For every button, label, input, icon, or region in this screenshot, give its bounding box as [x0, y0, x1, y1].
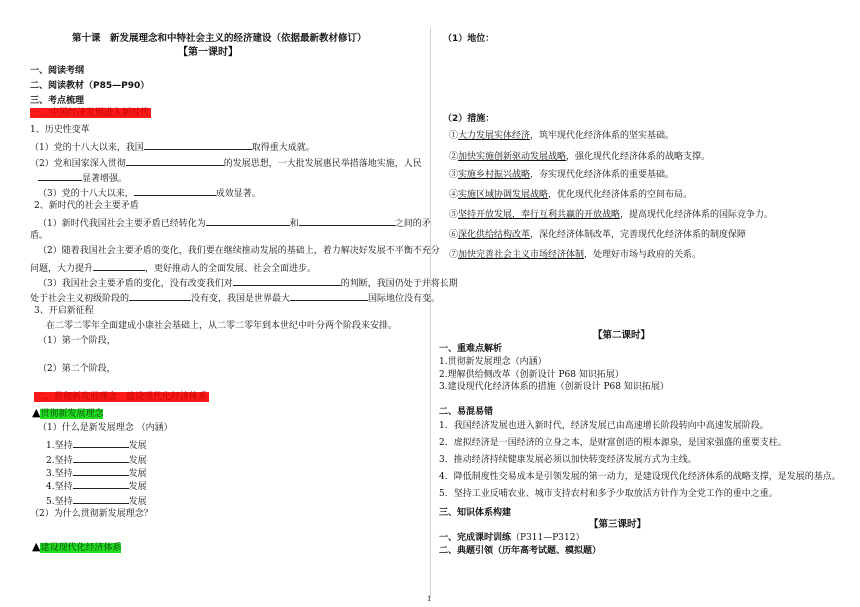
page-number: 1: [427, 595, 432, 603]
line-2c2: 处于社会主义初级阶段的 没有变，我国是世界最大 国际地位没有变。: [30, 291, 440, 305]
section-textbook: 二、阅读教材（P85—P90）: [30, 81, 150, 91]
exam-questions-heading: 二、典题引领（历年高考试题、模拟题）: [439, 546, 602, 556]
concept-heading: ▲贯彻新发展理念: [32, 406, 104, 419]
mistake-3: 3．推动经济持续健康发展必须以加快转变经济发展方式为主线。: [439, 455, 697, 465]
position-label: （1）地位：: [443, 34, 495, 44]
lesson2-header: 【第二课时】: [593, 330, 651, 341]
key-point-3: 3.建设现代化经济体系的措施（创新设计 P68 知识拓展）: [439, 382, 669, 392]
mistake-2: 2．虚拟经济是一国经济的立身之本，是财富创造的根本源泉，是国家强盛的重要支柱。: [439, 438, 787, 448]
line-2b2: 问题，大力提升 ，更好推动人的全面发展、社会全面进步。: [30, 261, 316, 275]
h-history: 1、历史性变革: [30, 125, 90, 135]
line-3b: （2）第二个阶段，: [38, 364, 116, 374]
line-2a: （1）新时代我国社会主要矛盾已经转化为 和 之间的矛: [38, 216, 431, 230]
h-new-journey: 3、开启新征程: [34, 306, 94, 316]
measure-1: ①大力发展实体经济，筑牢现代化经济体系的坚实基础。: [449, 131, 675, 141]
build-heading: ▲建设现代化经济体系: [32, 540, 122, 553]
section-outline: 一、阅读考纲: [30, 66, 85, 76]
line-1a: （1）党的十八大以来，我国 取得重大成就。: [30, 140, 315, 154]
mistake-1: 1．我国经济发展也进入新时代，经济发展已由高速增长阶段转向中高速发展阶段。: [439, 421, 769, 431]
highlight-new-era: 一、中国经济发展进入新时代: [32, 108, 150, 118]
mistake-5: 5．坚持工业反哺农业、城市支持农村和多予少取放活方针作为全党工作的重中之重。: [439, 489, 778, 499]
line-3a: （1）第一个阶段，: [38, 336, 116, 346]
line-1c: （3）党的十八大以来， 成效显著。: [38, 186, 261, 200]
q-why-concept: （2）为什么贯彻新发展理念？: [30, 509, 153, 519]
mistakes-heading: 二、易混易错: [439, 407, 494, 417]
key-point-1: 1.贯彻新发展理念（内涵）: [439, 357, 547, 367]
measure-2: ②加快实施创新驱动发展战略，强化现代化经济体系的战略支撑。: [449, 152, 711, 162]
training-line: 一、完成课时训练（P311—P312）: [439, 533, 585, 543]
lesson1-header: 【第一课时】: [178, 47, 238, 58]
triangle-icon: ▲: [32, 540, 41, 553]
key-point-2: 2.理解供给侧改革（创新设计 P68 知识拓展）: [439, 370, 624, 380]
principle-3: 3.坚持 发展: [46, 466, 147, 480]
line-1b2: 显著增强。: [38, 171, 127, 185]
measure-4: ④实施区域协调发展战略，优化现代化经济体系的空间布局。: [449, 190, 693, 200]
line-1b: （2）党和国家深入贯彻 的发展思想，一大批发展惠民举措落地实施，人民: [30, 156, 422, 170]
principle-5: 5.坚持 发展: [46, 494, 147, 508]
q-what-concept: （1）什么是新发展理念 （内涵）: [38, 423, 173, 433]
line-2c: （3）我国社会主要矛盾的变化，没有改变我们对 的判断，我国仍处于并将长期: [38, 276, 458, 290]
section-points: 三、考点梳理: [30, 96, 85, 106]
line-3: 在二零二零年全面建成小康社会基础上，从二零二零年到本世纪中叶分两个阶段来安排。: [46, 321, 398, 331]
lesson3-header: 【第三课时】: [589, 519, 647, 530]
measure-7: ⑦加快完善社会主义市场经济体制，处理好市场与政府的关系。: [449, 250, 702, 260]
mistake-4: 4．降低制度性交易成本是引领发展的第一动力，是建设现代化经济体系的战略支撑，是发展的基点。: [439, 472, 841, 482]
key-points-heading: 一、重难点解析: [439, 344, 503, 354]
knowledge-system-heading: 三、知识体系构建: [439, 508, 512, 518]
triangle-icon: ▲: [32, 406, 41, 419]
principle-2: 2.坚持 发展: [46, 453, 147, 467]
principle-1: 1.坚持 发展: [46, 438, 147, 452]
measure-6: ⑥深化供给结构改革，深化经济体制改革，完善现代化经济体系的制度保障: [449, 230, 747, 240]
highlight-section2: 二、贯彻新发展理念 建设现代化经济体系: [36, 392, 208, 402]
principle-4: 4.坚持 发展: [46, 479, 147, 493]
measure-3: ③实施乡村振兴战略，夯实现代化经济体系的重要基础。: [449, 170, 675, 180]
measures-label: （2）措施：: [443, 114, 495, 124]
h-contradiction: 2、新时代的社会主要矛盾: [34, 201, 139, 211]
measure-5: ⑤坚持开放发展，奉行互利共赢的开放战略，提高现代化经济体系的国际竞争力。: [449, 210, 774, 220]
doc-title: 第十课 新发展理念和中特社会主义的经济建设（依据最新教材修订）: [72, 33, 367, 44]
line-2b: （2）随着我国社会主要矛盾的变化，我们要在继续推动发展的基础上，着力解决好发展不平衡不充分: [38, 246, 440, 256]
line-2a2: 盾。: [30, 231, 49, 241]
column-divider: [430, 28, 431, 598]
